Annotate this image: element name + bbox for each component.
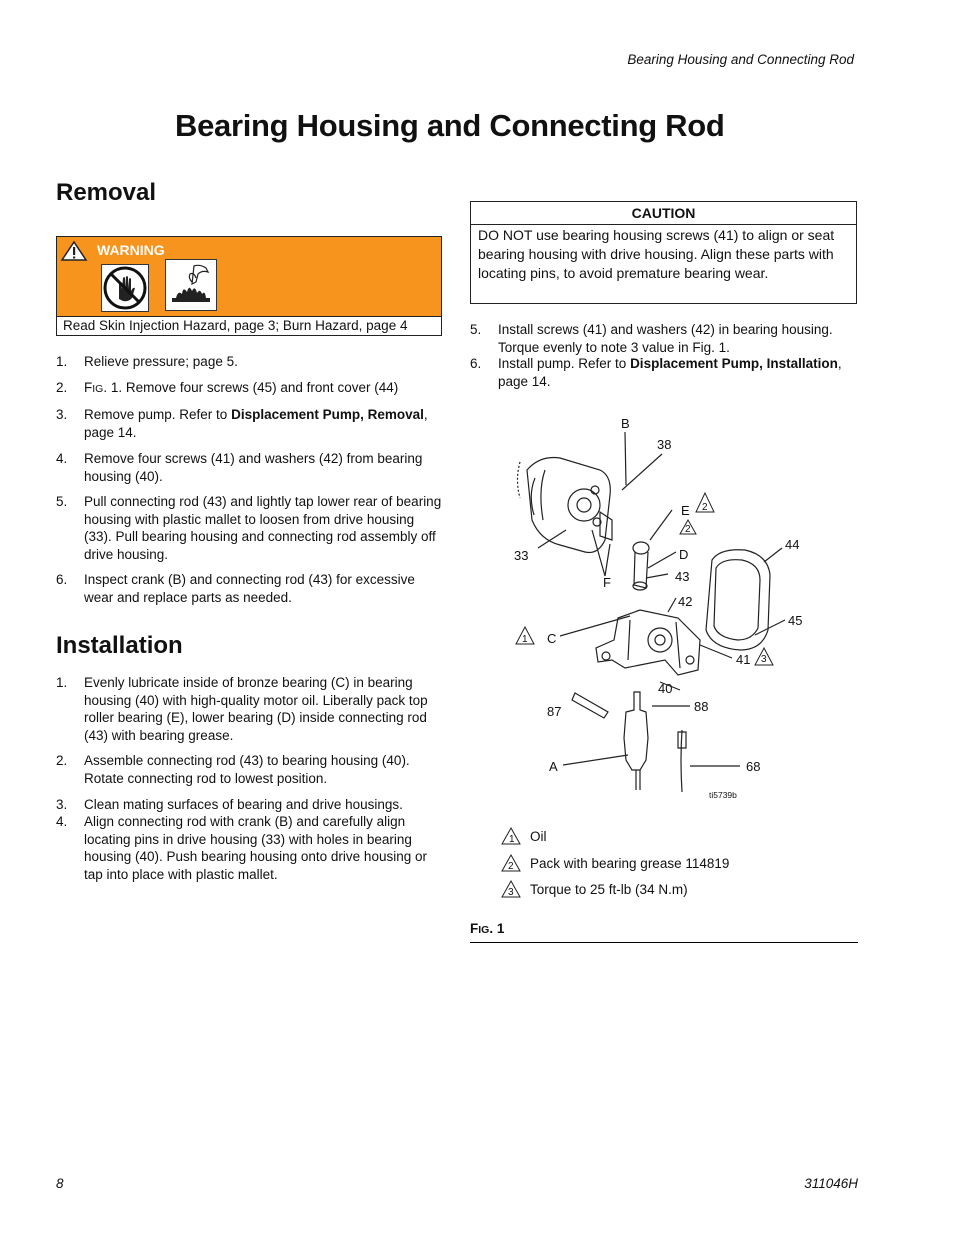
callout-note-1: 1 bbox=[522, 634, 528, 645]
callout-42: 42 bbox=[678, 594, 693, 609]
displacement-pump-illustration bbox=[624, 692, 648, 790]
warning-banner bbox=[57, 237, 441, 317]
installation-heading: Installation bbox=[56, 632, 183, 659]
callout-note-3: 3 bbox=[761, 654, 767, 665]
callout-E: E bbox=[681, 503, 690, 518]
caution-box bbox=[470, 201, 857, 304]
warning-box bbox=[56, 236, 442, 336]
installation-step: 1. Evenly lubricate inside of bronze bearing (C) in bearing housing (40) with high-quality motor oil. Liberally pack top roller bearing (E), lower bearing (D) inside connecting rod (43) with bearing grease. bbox=[56, 675, 428, 743]
installation-step: 2. Assemble connecting rod (43) to bearing housing (40). Rotate connecting rod to lowest position. bbox=[56, 753, 410, 786]
drive-housing-illustration bbox=[518, 458, 613, 553]
suction-tube-illustration bbox=[681, 730, 682, 792]
callout-A: A bbox=[549, 759, 558, 774]
callout-43: 43 bbox=[675, 569, 690, 584]
caution-label: CAUTION bbox=[471, 202, 856, 225]
removal-step: 1. Relieve pressure; page 5. bbox=[56, 354, 238, 369]
callout-41: 41 bbox=[736, 652, 751, 667]
installation-step: 5. Install screws (41) and washers (42) in bearing housing. Torque evenly to note 3 value in Fig. 1. bbox=[470, 322, 833, 355]
callout-88: 88 bbox=[694, 699, 709, 714]
installation-step: 4. Align connecting rod with crank (B) and carefully align locating pins in drive housing (33) with holes in bearing housing (40). Push bearing housing onto drive housing or tap into place with plastic mallet. bbox=[56, 814, 427, 882]
removal-step: 4. Remove four screws (41) and washers (42) from bearing housing (40). bbox=[56, 451, 423, 484]
note-triangle-icon bbox=[500, 854, 522, 872]
removal-heading: Removal bbox=[56, 179, 157, 206]
running-head: Bearing Housing and Connecting Rod bbox=[627, 52, 854, 67]
svg-text:1: 1 bbox=[509, 834, 515, 845]
note-triangle-icon bbox=[500, 827, 522, 845]
callout-87: 87 bbox=[547, 704, 562, 719]
pin-part-illustration bbox=[572, 693, 608, 718]
page-number: 8 bbox=[56, 1176, 64, 1191]
warning-label: WARNING bbox=[97, 242, 165, 258]
callout-B: B bbox=[621, 416, 630, 431]
caution-text: DO NOT use bearing housing screws (41) to align or seat bearing housing with drive housing. Align these parts with locating pins, to avoid premature bearing wear. bbox=[478, 227, 835, 281]
figure-rule bbox=[470, 942, 858, 943]
bearing-housing-illustration bbox=[596, 610, 700, 675]
callout-C: C bbox=[547, 631, 557, 646]
callout-45: 45 bbox=[788, 613, 803, 628]
callout-44: 44 bbox=[785, 537, 800, 552]
callout-F: F bbox=[603, 575, 611, 590]
callout-note-2b: 2 bbox=[685, 524, 691, 535]
legend-item-torque: 3 Torque to 25 ft-lb (34 N.m) bbox=[500, 880, 688, 898]
installation-step: 6. Install pump. Refer to Displacement Pump, Installation, page 14. bbox=[470, 356, 842, 389]
installation-step: 3. Clean mating surfaces of bearing and drive housings. bbox=[56, 797, 403, 812]
callout-D: D bbox=[679, 547, 689, 562]
callout-68: 68 bbox=[746, 759, 761, 774]
page-title: Bearing Housing and Connecting Rod bbox=[175, 108, 725, 143]
callout-note-2a: 2 bbox=[702, 502, 708, 513]
note-triangle-icon bbox=[500, 880, 522, 898]
removal-step: 3. Remove pump. Refer to Displacement Pump, Removal, page 14. bbox=[56, 407, 428, 440]
connecting-rod-illustration bbox=[633, 542, 649, 590]
legend-item-grease: 2 Pack with bearing grease 114819 bbox=[500, 854, 729, 872]
burn-hazard-icon bbox=[165, 259, 217, 311]
legend-item-oil: 1 Oil bbox=[500, 827, 547, 845]
document-number: 311046H bbox=[804, 1176, 858, 1191]
warning-triangle-icon bbox=[61, 241, 87, 261]
callout-33: 33 bbox=[514, 548, 529, 563]
callout-38: 38 bbox=[657, 437, 672, 452]
callout-40: 40 bbox=[658, 681, 673, 696]
figure-caption: FIG. 1 bbox=[470, 921, 505, 936]
svg-text:3: 3 bbox=[508, 887, 514, 898]
figure-reference: ti5739b bbox=[709, 790, 737, 800]
exploded-view-figure bbox=[500, 405, 803, 805]
removal-step: 2. FIG. 1. Remove four screws (45) and front cover (44) bbox=[56, 380, 399, 395]
front-cover-illustration bbox=[706, 550, 770, 650]
removal-step: 6. Inspect crank (B) and connecting rod (43) for excessive wear and replace parts as needed. bbox=[56, 572, 415, 605]
removal-step: 5. Pull connecting rod (43) and lightly tap lower rear of bearing housing with plastic mallet to loosen from drive housing (33). Pull bearing housing and connecting rod assembly off drive housing. bbox=[56, 494, 442, 562]
warning-text: Read Skin Injection Hazard, page 3; Burn Hazard, page 4 bbox=[63, 318, 408, 333]
svg-text:2: 2 bbox=[508, 861, 514, 872]
do-not-put-hand-icon bbox=[101, 264, 149, 312]
